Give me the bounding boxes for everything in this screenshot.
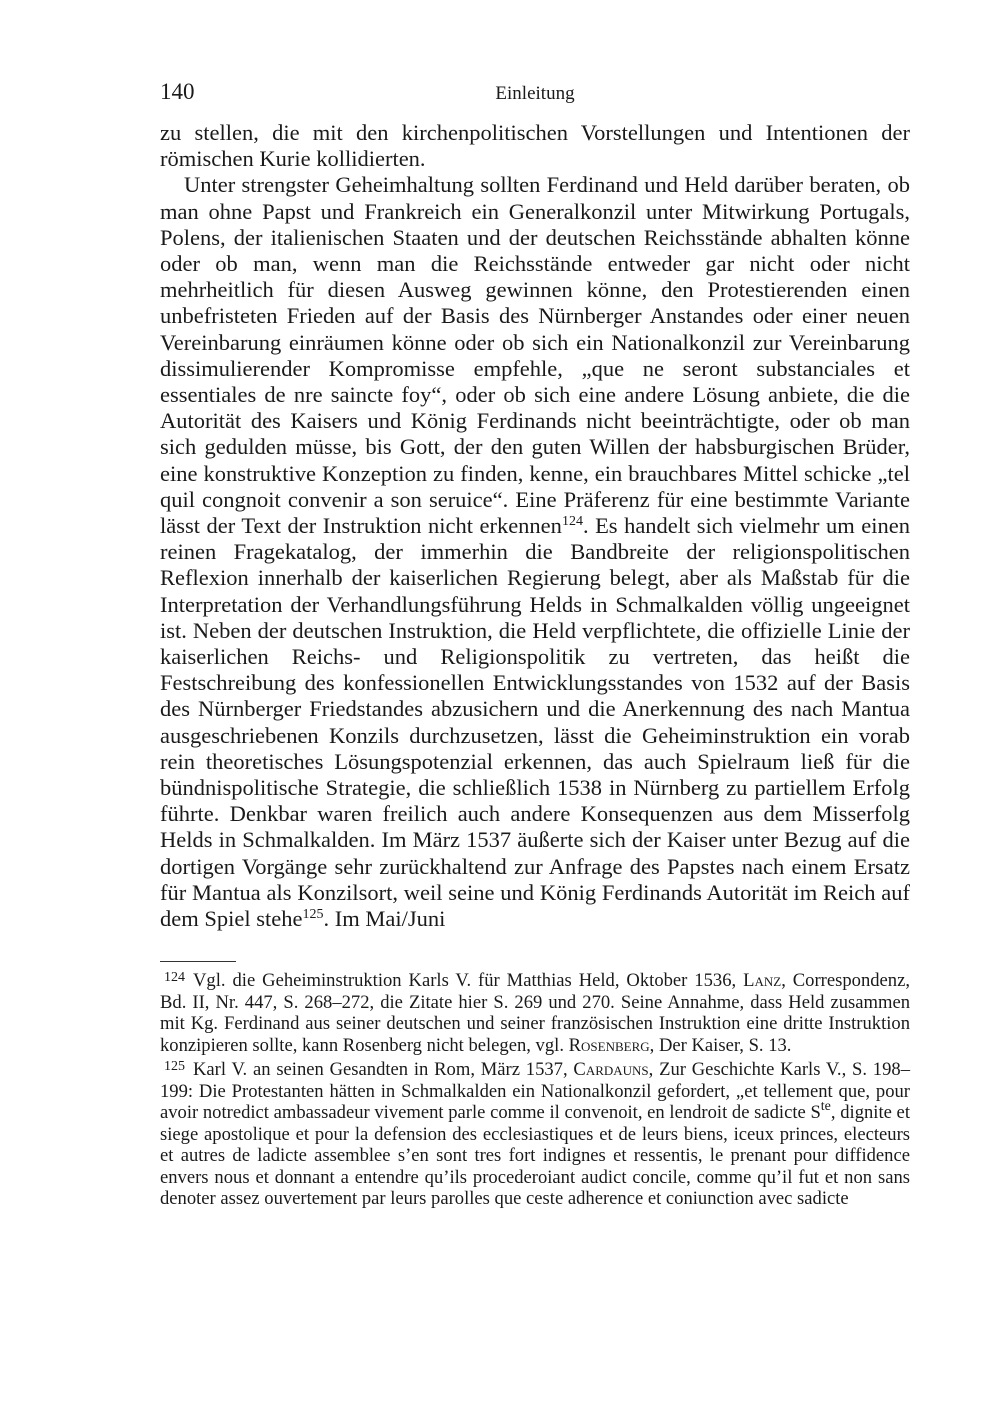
footnote-text: , Der Kaiser, S. 13. xyxy=(649,1034,792,1056)
footnotes xyxy=(160,970,910,1213)
footnote-125 xyxy=(160,1059,910,1210)
footnote-text: Vgl. die Geheiminstruktion Karls V. für Matthias Held, Oktober 1536, xyxy=(193,970,737,991)
footnote-124 xyxy=(160,970,910,1056)
author-name: Lanz xyxy=(743,970,782,991)
paragraph-2-part-2: . Es handelt sich vielmehr um einen reinen Fragekatalog, der immerhin die Bandbreite der religionspolitischen Reflexion innerhalb der kaiserlichen Regierung belegt, aber als Maßstab für die Interpretation der Verhandlungsführung Helds in Schmalkalden völlig ungeeignet ist. Neben der deutschen Instruktion, die Held verpflichtete, die offizielle Linie der kaiserlichen Reichs- und Religionspolitik zu vertreten, das heißt die Festschreibung des konfessionellen Entwicklungsstandes von 1532 auf der Basis des Nürnberger Friedstandes abzusichern und die Anerkennung des nach Mantua ausgeschriebenen Konzils durchzusetzen, lässt die Geheiminstruktion ein vorab rein theoretisches Lösungspotenzial erkennen, das auch Spielraum ließ für die bündnispolitische Strategie, die schließlich 1538 in Nürnberg zu partiellem Erfolg führte. Denkbar waren freilich auch andere Konsequenzen aus dem Misserfolg Helds in Schmalkalden. Im März 1537 äußerte sich der Kaiser unter Bezug auf die dortigen Vorgänge sehr zurückhaltend zur Anfrage des Papstes nach einem Ersatz für Mantua als Konzilsort, weil seine und König Ferdinands Autorität im Reich auf dem Spiel stehe xyxy=(160,513,911,932)
paragraph-1: zu stellen, die mit den kirchenpolitischen Vorstellungen und Intentionen der römischen Kurie kollidierten. xyxy=(160,120,910,172)
page-number: 140 xyxy=(160,79,195,104)
author-name: Rosenberg xyxy=(568,1034,650,1056)
footnote-ref-124[interactable]: 124 xyxy=(561,514,583,530)
footnote-ref-125[interactable]: 125 xyxy=(302,907,324,923)
footnote-text: , Correspondenz, Bd. II, Nr. 447, S. 268–272, die Zitate hier S. 269 und 270. Seine Annahme, dass Held zusammen mit Kg. Ferdinand aus seiner deutschen und seiner französischen Instruktion eine dritte Instruktion konzipieren sollte, kann Rosenberg nicht belegen, vgl. xyxy=(160,970,910,1056)
main-text xyxy=(160,120,910,932)
footnote-text: , Zur Geschichte Karls V., S. 198–199: Die Protestanten hätten in Schmalkalden ein Nationalkonzil gefordert, „et tellement que, pour avoir notredict ambassadeur vivement parle comme il convenoit, en lendroit de sadicte S xyxy=(160,1059,910,1123)
superscript-abbreviation: te xyxy=(820,1099,831,1114)
footnote-text: Karl V. an seinen Gesandten in Rom, März 1537, xyxy=(193,1059,568,1080)
footnote-number: 125 xyxy=(164,1059,185,1074)
paragraph-2-part-3: . Im Mai/Juni xyxy=(323,906,446,932)
footnote-text: , dignite et siege apostolique et pour la defension des ecclesiastiques et de leurs biens, iceux princes, electeurs et autres de ladicte assemblee s’en sont tres fort indignes et ressentis, le prenant pour diffidence envers nous et donnant a entendre qu’ils procederoiant audict concile, comme qu’il fut et non sans denoter assez ouvertement par leurs parolles que ceste adherence et coniunction avec sadicte xyxy=(160,1102,910,1209)
paragraph-2-part-1: Unter strengster Geheimhaltung sollten Ferdinand und Held darüber beraten, ob man ohne Papst und Frankreich ein Generalkonzil unter Mitwirkung Portugals, Polens, der italienischen Staaten und der deutschen Reichsstände abhalten könne oder ob man, wenn man die Reichsstände entweder gar nicht oder nicht mehrheitlich für diesen Ausweg gewinnen könne, den Protestierenden einen unbefristeten Frieden auf der Basis des Nürnberger Anstandes oder einer neuen Vereinbarung einräumen könne oder ob sich ein Nationalkonzil zur Vereinbarung dissimulierender Kompromisse empfehle, „que ne seront substanciales et essentiales de nre saincte foy“, oder ob sich eine andere Lösung anbiete, die die Autorität des Kaisers und König Ferdinands nicht beeinträchtigte, oder ob man sich gedulden müsse, bis Gott, der den guten Willen der habsburgischen Brüder, eine konstruktive Konzeption zu finden, kenne, ein brauchbares Mittel schicke „tel quil congnoit convenir a son seruice“. Eine Präferenz für eine bestimmte Variante lässt der Text der Instruktion nicht erkennen xyxy=(160,172,910,539)
running-head: Einleitung xyxy=(495,83,575,104)
footnote-rule xyxy=(160,961,236,962)
paragraph-2 xyxy=(160,172,910,932)
author-name: Cardauns xyxy=(573,1059,649,1080)
footnote-number: 124 xyxy=(164,970,185,985)
